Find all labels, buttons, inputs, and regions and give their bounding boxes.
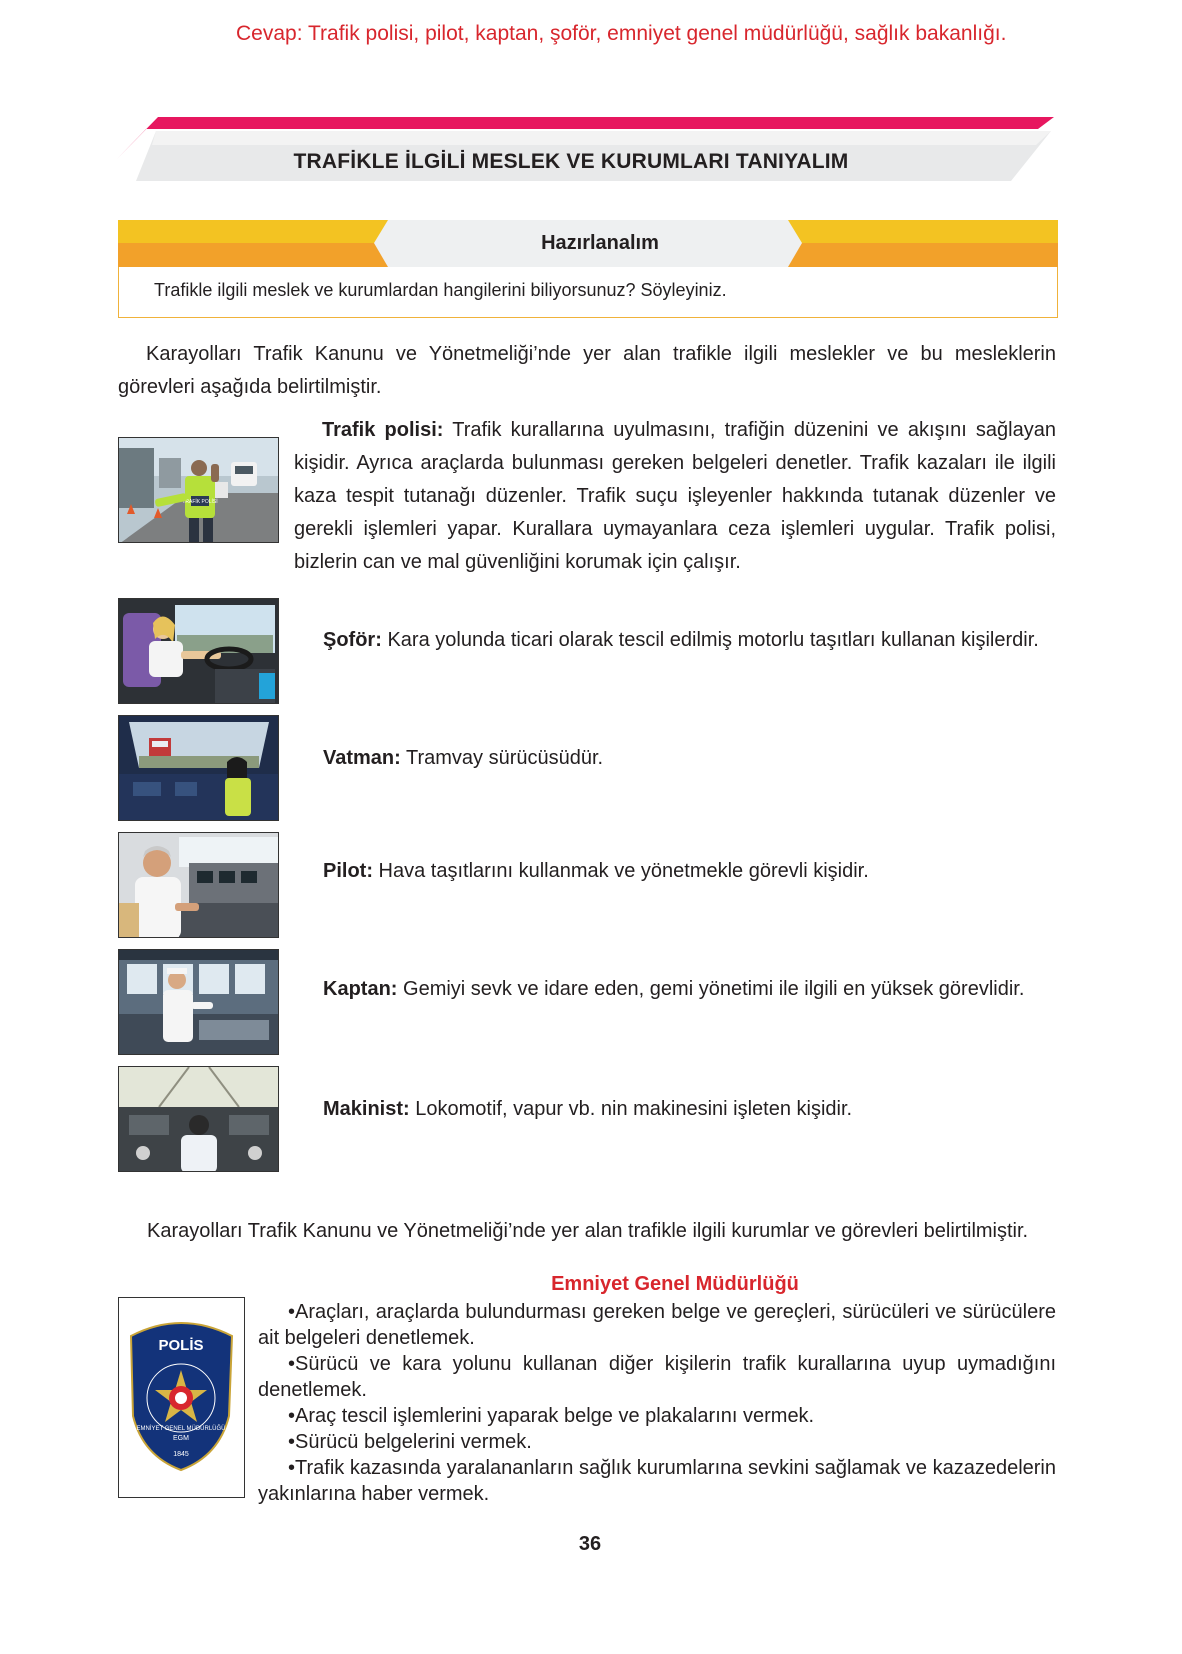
- answer-text: Cevap: Trafik polisi, pilot, kaptan, şoför, emniyet genel müdürlüğü, sağlık bakanlığı.: [236, 22, 1007, 45]
- prep-question: Trafikle ilgili meslek ve kurumlardan hangilerini biliyorsunuz? Söyleyiniz.: [154, 280, 727, 300]
- traffic-police-text: [294, 414, 1056, 579]
- driver-term: Şoför:: [323, 629, 382, 651]
- captain-desc: Gemiyi sevk ve idare eden, gemi yönetimi ile ilgili en yüksek görevlidir.: [397, 978, 1025, 1000]
- institutions-intro: Karayolları Trafik Kanunu ve Yönetmeliği’nde yer alan trafikle ilgili kurumlar ve görevleri belirtilmiştir.: [147, 1220, 1029, 1242]
- intro-paragraph: Karayolları Trafik Kanunu ve Yönetmeliği’nde yer alan trafikle ilgili meslekler ve bu mesleklerin görevleri aşağıda belirtilmiştir.: [118, 343, 1056, 398]
- emblem-mid-text: EGM: [173, 1435, 189, 1442]
- tram-driver-desc: Tramvay sürücüsüdür.: [400, 747, 604, 769]
- captain-term: Kaptan:: [323, 978, 398, 1000]
- emblem-ring-text: EMNİYET GENEL MÜDÜRLÜĞÜ: [136, 1426, 226, 1432]
- police-emblem: [118, 1297, 245, 1498]
- egm-duty-item: • Sürücü belgelerini vermek.: [258, 1429, 1056, 1455]
- prep-label: Hazırlanalım: [541, 232, 659, 254]
- section-title: TRAFİKLE İLGİLİ MESLEK VE KURUMLARI TANIYALIM: [293, 150, 849, 173]
- driver-photo: [118, 598, 279, 704]
- machinist-term: Makinist:: [323, 1098, 410, 1120]
- pilot-text: [323, 860, 869, 883]
- machinist-desc: Lokomotif, vapur vb. nin makinesini işleten kişidir.: [409, 1098, 853, 1120]
- captain-photo: [118, 949, 279, 1055]
- emblem-top-text: POLİS: [158, 1337, 204, 1354]
- driver-text: [323, 629, 1039, 652]
- tram-driver-term: Vatman:: [323, 747, 401, 769]
- emblem-year-text: 1845: [173, 1451, 189, 1458]
- tram-driver-photo: [118, 715, 279, 821]
- traffic-police-term: Trafik polisi:: [322, 419, 444, 441]
- egm-duty-item: • Trafik kazasında yaralananların sağlık kurumlarına sevkini sağlamak ve kazazedelerin yakınlarına haber vermek.: [258, 1455, 1056, 1507]
- machinist-photo: [118, 1066, 279, 1172]
- egm-title: Emniyet Genel Müdürlüğü: [551, 1273, 799, 1295]
- machinist-text: [323, 1098, 852, 1121]
- captain-text: [323, 978, 1024, 1001]
- traffic-police-desc: Trafik kurallarına uyulmasını, trafiğin düzenini ve akışını sağlayan kişidir. Ayrıca araçlarda bulunması gereken belgeleri denetler. Trafik kazaları ile ilgili kaza tespit tutanağı düzenler. Trafik suçu işleyenler hakkında tutanak düzenler ve gerekli işlemleri yapar. Kurallara uymayanlara ceza işlemleri uygular. Trafik polisi, bizlerin can ve mal güvenliğini korumak için çalışır.: [294, 419, 1056, 573]
- egm-duty-item: • Araç tescil işlemlerini yaparak belge ve plakalarını vermek.: [258, 1403, 1056, 1429]
- egm-duty-item: • Sürücü ve kara yolunu kullanan diğer kişilerin trafik kurallarına uyup uymadığını denetlemek.: [258, 1351, 1056, 1403]
- tram-driver-text: [323, 747, 603, 770]
- egm-duties-list: [258, 1299, 1056, 1507]
- pilot-photo: [118, 832, 279, 938]
- pilot-term: Pilot:: [323, 860, 373, 882]
- driver-desc: Kara yolunda ticari olarak tescil edilmiş motorlu taşıtları kullanan kişilerdir.: [381, 629, 1039, 651]
- police-vest-text: TRAFİK POLİSİ: [182, 499, 218, 505]
- traffic-police-photo: [118, 437, 279, 543]
- page-number: 36: [578, 1533, 602, 1555]
- egm-duty-item: • Araçları, araçlarda bulundurması gereken belge ve gereçleri, sürücüleri ve sürücülere ait belgeleri denetlemek.: [258, 1299, 1056, 1351]
- pilot-desc: Hava taşıtlarını kullanmak ve yönetmekle görevli kişidir.: [373, 860, 869, 882]
